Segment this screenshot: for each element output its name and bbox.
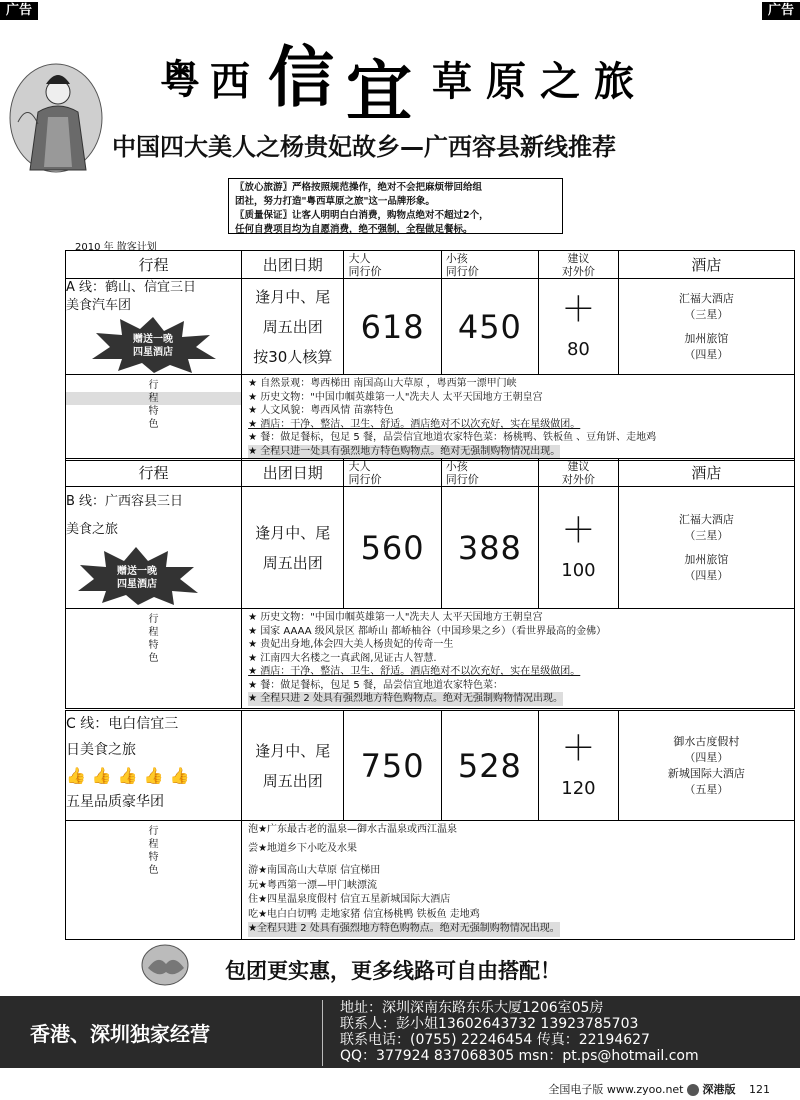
child-price: 388 [441, 487, 538, 609]
notice-line: 〖放心旅游〗严格按照规范操作，绝对不会把麻烦带回给组 [235, 182, 483, 193]
retail-extra: ＋ 120 [539, 711, 619, 821]
header-child: 小孩 同行价 [441, 459, 538, 487]
notice-line: 〖质量保证〗让客人明明白白消费，购物点绝对不超过2个， [235, 210, 489, 221]
retail-extra: ＋ 100 [539, 487, 619, 609]
footer-contact-person: 联系人：彭小姐13602643732 13923785703 [340, 1016, 639, 1032]
child-price: 450 [441, 279, 538, 375]
route-table-a [65, 250, 795, 461]
features-list [242, 375, 795, 461]
title-char: 西 [210, 58, 250, 105]
footer-exclusive: 香港、深圳独家经营 [30, 1022, 210, 1046]
header-adult: 大人 同行价 [344, 459, 441, 487]
page-number: 121 [749, 1083, 770, 1096]
feature-item: 吃★电白白切鸭 走地家猪 信宜杨桃鸭 铁板鱼 走地鸡 [248, 908, 480, 920]
feature-item: ★全程只进 2 处具有强烈地方特色购物点。绝对无强制购物情况出现。 [248, 922, 560, 937]
notice-box [228, 178, 563, 234]
header-child: 小孩 同行价 [441, 251, 538, 279]
notice-line: 团社，努力打造"粤西草原之旅"这一品牌形象。 [235, 196, 435, 207]
feature-item: ★ 餐：做足餐标，包足 5 餐，品尝信宜地道农家特色菜：杨桃鸭、铁板鱼 、豆角饼、走地鸡 [248, 432, 657, 443]
adult-price: 560 [344, 487, 441, 609]
edition-text: 全国电子版 www.zyoo.net [548, 1083, 684, 1096]
feature-item: ★ 国家 AAAA 级风景区 都峤山 都峤柚谷（中国珍果之乡）（看世界最高的金佛） [248, 625, 607, 637]
handshake-icon [140, 942, 190, 988]
features-list [242, 821, 795, 940]
slogan: 包团更实惠，更多线路可自由搭配！ [225, 959, 561, 983]
footer-phone: 联系电话：(0755) 22246454 传真：22194627 [340, 1032, 650, 1048]
title-char: 粤 [160, 56, 200, 103]
hotel-list: 汇福大酒店 （三星） 加州旅馆 （四星） [618, 487, 794, 609]
adult-price: 750 [344, 711, 441, 821]
footer-divider [322, 1000, 323, 1066]
feature-item: 游★南国高山大草原 信宜梯田 [248, 865, 381, 876]
title-char: 宜 [346, 52, 412, 130]
title-char: 旅 [594, 58, 634, 105]
route-row [66, 279, 795, 375]
departure-dates: 逢月中、尾 周五出团 [242, 711, 344, 821]
features-label: 行 程 特 色 [66, 609, 242, 709]
feature-item: ★ 历史文物："中国巾帼英雄第一人"冼夫人 太平天国地方王朝皇宫 [248, 612, 543, 623]
ad-tag-left: 广告 [0, 2, 38, 20]
features-list [242, 609, 795, 709]
notice-line: 任何自费项目均为自愿消费，绝不强制，全程做足餐标。 [235, 224, 473, 235]
feature-item: ★ 全程只进一处具有强烈地方特色购物点。绝对无强制购物情况出现。 [248, 445, 561, 457]
hotel-list: 汇福大酒店 （三星） 加州旅馆 （四星） [618, 279, 794, 375]
feature-item: ★ 全程只进 2 处具有强烈地方特色购物点。绝对无强制购物情况出现。 [248, 693, 563, 704]
title-char: 信 [268, 38, 334, 116]
feature-item: ★ 酒店：干净、整洁、卫生、舒适。酒店绝对不以次充好，实在星级做团。 [248, 666, 581, 677]
retail-extra: ＋ 80 [539, 279, 619, 375]
header-retail: 建议 对外价 [539, 459, 619, 487]
header-adult: 大人 同行价 [344, 251, 441, 279]
departure-dates: 逢月中、尾 周五出团 [242, 487, 344, 609]
route-table-c [65, 710, 795, 940]
header-route: 行程 [66, 251, 242, 279]
table-header [66, 251, 795, 279]
header-dates: 出团日期 [242, 251, 344, 279]
thumbs-up-icons: 👍👍👍👍👍 [66, 766, 196, 785]
features-row [66, 821, 795, 940]
route-name: A 线：鹤山、信宜三日 美食汽车团 赠送一晚 四星酒店 [66, 279, 242, 375]
title-char: 草 [432, 58, 472, 105]
route-name: C 线：电白信宜三 日美食之旅 👍👍👍👍👍 五星品质豪华团 [66, 711, 242, 821]
feature-item: ★ 自然景观：粤西梯田 南国高山大草原 ，粤西第一漂甲门峡 [248, 378, 517, 389]
feature-item: ★ 餐：做足餐标，包足 5 餐，品尝信宜地道农家特色菜： [248, 679, 503, 691]
footer-qq: QQ：377924 837068305 msn：pt.ps@hotmail.com [340, 1048, 699, 1064]
departure-dates: 逢月中、尾 周五出团 按30人核算 [242, 279, 344, 375]
ad-tag-right: 广告 [762, 2, 800, 20]
feature-item: 住★四星温泉度假村 信宜五星新城国际大酒店 [248, 894, 451, 905]
feature-item: 玩★粤西第一漂—甲门峡漂流 [248, 879, 378, 891]
header-hotel: 酒店 [618, 251, 794, 279]
subtitle: 中国四大美人之杨贵妃故乡—广西容县新线推荐 [112, 133, 616, 161]
route-row [66, 487, 795, 609]
footer-contact [340, 1000, 699, 1064]
features-row [66, 375, 795, 461]
route-table-b [65, 458, 795, 709]
table-header [66, 459, 795, 487]
page-footer-line [548, 1081, 770, 1097]
route-row [66, 711, 795, 821]
header-hotel: 酒店 [618, 459, 794, 487]
route-name: B 线：广西容县三日 美食之旅 赠送一晚 四星酒店 [66, 487, 242, 609]
plan-label: 2010 年 散客计划 [75, 242, 157, 253]
title-char: 原 [486, 58, 526, 105]
feature-item: ★ 酒店：干净、整洁、卫生、舒适。酒店绝对不以次充好，实在星级做团。 [248, 418, 581, 430]
portrait-illustration [8, 62, 104, 174]
child-price: 528 [441, 711, 538, 821]
feature-item: ★ 人文风貌：粤西风情 苗寨特色 [248, 405, 394, 416]
header-dates: 出团日期 [242, 459, 344, 487]
footer-address: 地址：深圳深南东路东乐大厦1206室05房 [340, 1000, 604, 1016]
features-row [66, 609, 795, 709]
feature-item: ★ 历史文物："中国巾帼英雄第一人"冼夫人 太平天国地方王朝皇宫 [248, 391, 543, 403]
region-text: 深港版 [702, 1083, 736, 1096]
bonus-text: 赠送一晚 四星酒店 [117, 566, 157, 590]
adult-price: 618 [344, 279, 441, 375]
header-route: 行程 [66, 459, 242, 487]
feature-item: ★ 贵妃出身地,体会四大美人杨贵妃的传奇一生 [248, 639, 454, 650]
feature-item: 泡★广东最古老的温泉—御水古温泉或西江温泉 [248, 824, 458, 835]
page-title [150, 30, 710, 130]
feature-item: 尝★地道乡下小吃及水果 [248, 842, 358, 854]
logo-dot-icon [687, 1084, 699, 1096]
title-char: 之 [540, 58, 580, 105]
bonus-text: 赠送一晚 四星酒店 [133, 334, 173, 358]
feature-item: ★ 江南四大名楼之一真武阁,见证古人智慧. [248, 652, 437, 664]
header-retail: 建议 对外价 [539, 251, 619, 279]
hotel-list: 御水古度假村 （四星） 新城国际大酒店 （五星） [618, 711, 794, 821]
features-label: 行 程 特 色 [66, 375, 242, 461]
features-label: 行 程 特 色 [66, 821, 242, 940]
